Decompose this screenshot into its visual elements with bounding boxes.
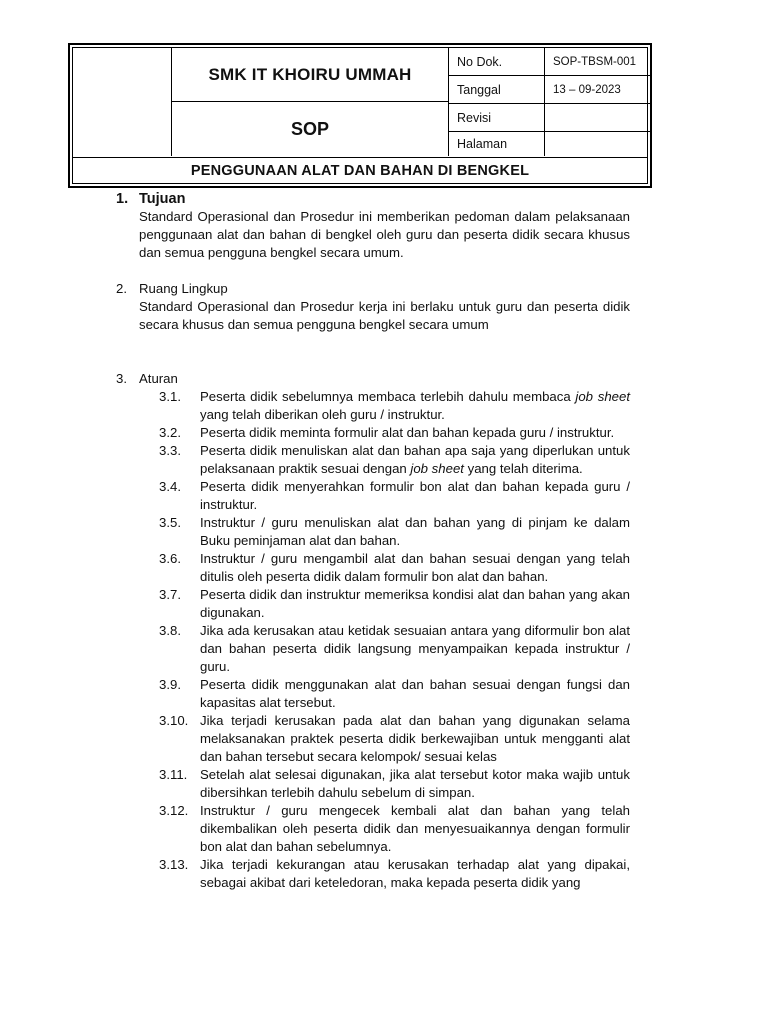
rule-text bbox=[200, 856, 630, 892]
section-ruang-lingkup bbox=[116, 280, 630, 334]
rule-text bbox=[200, 388, 630, 424]
list-item bbox=[159, 550, 630, 586]
list-item bbox=[159, 712, 630, 766]
meta-value bbox=[546, 132, 651, 156]
rule-number: 3.12. bbox=[159, 803, 189, 818]
rule-number: 3.1. bbox=[159, 389, 181, 404]
section-number: 1. bbox=[116, 191, 129, 207]
list-item bbox=[159, 802, 630, 856]
meta-row-no-dok bbox=[449, 48, 651, 76]
section-heading: Ruang Lingkup bbox=[139, 281, 228, 296]
rule-number: 3.10. bbox=[159, 713, 189, 728]
rule-text-part: Peserta didik dan instruktur memeriksa kondisi alat dan bahan yang akan digunakan. bbox=[200, 587, 630, 620]
rule-text bbox=[200, 802, 630, 856]
section-number: 2. bbox=[116, 281, 127, 296]
rule-number: 3.4. bbox=[159, 479, 181, 494]
meta-label: No Dok. bbox=[449, 48, 545, 75]
meta-value bbox=[546, 104, 651, 131]
document-header-inner bbox=[72, 47, 648, 184]
rule-emphasis: job sheet bbox=[575, 389, 630, 404]
rule-number: 3.5. bbox=[159, 515, 181, 530]
logo-cell bbox=[73, 48, 172, 156]
rule-number: 3.6. bbox=[159, 551, 181, 566]
list-item bbox=[159, 766, 630, 802]
rule-text bbox=[200, 586, 630, 622]
rule-text bbox=[200, 424, 630, 442]
rule-number: 3.8. bbox=[159, 623, 181, 638]
rule-text-part: Instruktur / guru mengecek kembali alat dan bahan yang telah dikembalikan oleh peserta didik dan menyesuaikannya dengan formulir bon alat dan bahan sebelumnya. bbox=[200, 803, 630, 854]
list-item bbox=[159, 442, 630, 478]
list-item bbox=[159, 856, 630, 892]
meta-value: 13 – 09-2023 bbox=[553, 83, 621, 96]
document-header bbox=[68, 43, 652, 188]
rule-text bbox=[200, 550, 630, 586]
rule-number: 3.9. bbox=[159, 677, 181, 692]
rule-text bbox=[200, 478, 630, 514]
list-item bbox=[159, 388, 630, 424]
meta-row-halaman bbox=[449, 132, 651, 156]
meta-label: Revisi bbox=[449, 104, 545, 131]
rule-text-part: Peserta didik menggunakan alat dan bahan sesuai dengan fungsi dan kapasitas alat tersebut. bbox=[200, 677, 630, 710]
document-title: PENGGUNAAN ALAT DAN BAHAN DI BENGKEL bbox=[73, 157, 647, 183]
document-type: SOP bbox=[172, 102, 449, 156]
list-item bbox=[159, 424, 630, 442]
list-item bbox=[159, 676, 630, 712]
section-heading: Aturan bbox=[139, 371, 178, 386]
rule-text bbox=[200, 442, 630, 478]
list-item bbox=[159, 478, 630, 514]
rule-text-part: yang telah diberikan oleh guru / instruktur. bbox=[200, 407, 445, 422]
rule-text-part: yang telah diterima. bbox=[463, 461, 583, 476]
meta-label: Tanggal bbox=[449, 76, 545, 103]
section-paragraph: Standard Operasional dan Prosedur ini memberikan pedoman dalam pelaksanaan penggunaan alat dan bahan di bengkel oleh guru dan peserta didik secara khusus dan semua pengguna bengkel secara umum. bbox=[139, 209, 630, 260]
rule-text bbox=[200, 766, 630, 802]
rule-text-part: Instruktur / guru mengambil alat dan bahan sesuai dengan yang telah ditulis oleh peserta didik dalam formulir bon alat dan bahan. bbox=[200, 551, 630, 584]
meta-row-revisi bbox=[449, 104, 651, 132]
rule-text-part: Instruktur / guru menuliskan alat dan bahan yang di pinjam ke dalam Buku peminjaman alat dan bahan. bbox=[200, 515, 630, 548]
rule-text-part: Peserta didik sebelumnya membaca terlebih dahulu membaca bbox=[200, 389, 576, 404]
rule-text bbox=[200, 712, 630, 766]
rule-number: 3.11. bbox=[159, 767, 188, 782]
rule-text-part: Jika ada kerusakan atau ketidak sesuaian antara yang diformulir bon alat dan bahan peserta didik langsung menyampaikan kepada instruktur / guru. bbox=[200, 623, 630, 674]
list-item bbox=[159, 514, 630, 550]
rule-text-part: Jika terjadi kekurangan atau kerusakan terhadap alat yang dipakai, sebagai akibat dari keteledoran, maka kepada peserta didik yang bbox=[200, 857, 630, 890]
rule-text-part: Peserta didik meminta formulir alat dan bahan kepada guru / instruktur. bbox=[200, 425, 615, 440]
meta-value: SOP-TBSM-001 bbox=[553, 55, 637, 68]
section-aturan bbox=[116, 370, 630, 388]
meta-row-tanggal bbox=[449, 76, 651, 104]
rules-list bbox=[159, 388, 630, 892]
rule-number: 3.3. bbox=[159, 443, 181, 458]
rule-number: 3.2. bbox=[159, 425, 181, 440]
rule-text-part: Peserta didik menuliskan alat dan bahan apa saja yang diperlukan untuk pelaksanaan praktik sesuai dengan bbox=[200, 443, 630, 476]
school-name: SMK IT KHOIRU UMMAH bbox=[172, 48, 449, 102]
list-item bbox=[159, 622, 630, 676]
section-paragraph: Standard Operasional dan Prosedur kerja ini berlaku untuk guru dan peserta didik secara khusus dan semua pengguna bengkel secara umum bbox=[139, 299, 630, 332]
section-number: 3. bbox=[116, 371, 127, 386]
rule-text-part: Peserta didik menyerahkan formulir bon alat dan bahan kepada guru / instruktur. bbox=[200, 479, 630, 512]
rule-text bbox=[200, 514, 630, 550]
list-item bbox=[159, 586, 630, 622]
rule-number: 3.7. bbox=[159, 587, 181, 602]
document-body bbox=[116, 190, 630, 892]
rule-text-part: Setelah alat selesai digunakan, jika alat tersebut kotor maka wajib untuk dibersihkan terlebih dahulu sebelum di simpan. bbox=[200, 767, 630, 800]
rule-text bbox=[200, 622, 630, 676]
section-heading: Tujuan bbox=[139, 191, 186, 207]
section-tujuan bbox=[116, 190, 630, 262]
rule-number: 3.13. bbox=[159, 857, 189, 872]
meta-label: Halaman bbox=[449, 132, 545, 156]
rule-text bbox=[200, 676, 630, 712]
rule-emphasis: job sheet bbox=[410, 461, 464, 476]
rule-text-part: Jika terjadi kerusakan pada alat dan bahan yang digunakan selama melaksanakan praktek peserta didik berkewajiban untuk mengganti alat dan bahan tersebut secara kelompok/ sesuai kelas bbox=[200, 713, 630, 764]
